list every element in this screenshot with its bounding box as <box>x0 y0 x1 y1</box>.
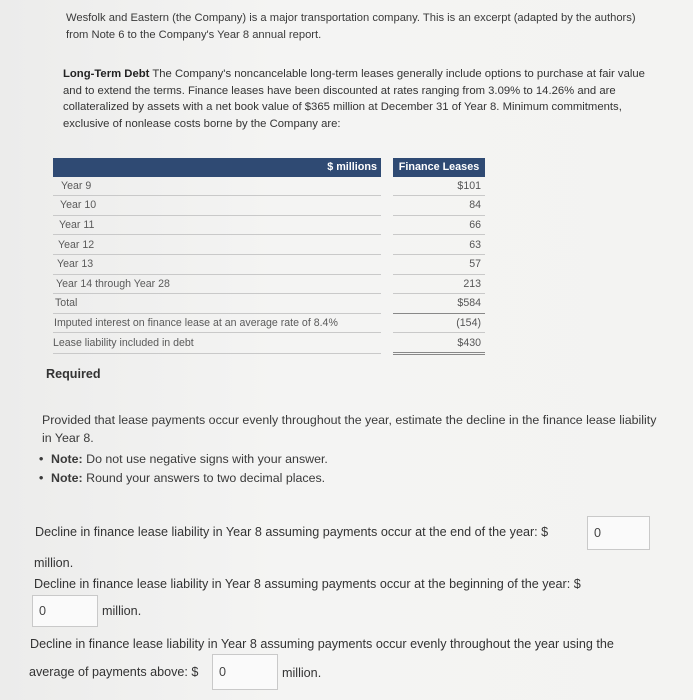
row-value: 84 <box>393 196 485 216</box>
row-label: Imputed interest on finance lease at an average rate of 8.4% <box>53 313 381 333</box>
finance-leases-table <box>53 158 485 355</box>
question-prompt: Provided that lease payments occur evenly throughout the year, estimate the decline in the finance lease liability in Year 8. <box>42 413 657 445</box>
row-label: Year 11 <box>53 215 381 235</box>
question-3-text: Decline in finance lease liability in Year 8 assuming payments occur evenly throughout the year using the <box>30 637 614 651</box>
answer-3-input[interactable]: 0 <box>212 654 278 690</box>
question-1-text: Decline in finance lease liability in Year 8 assuming payments occur at the end of the year: $ <box>35 525 549 539</box>
row-value: $430 <box>393 333 485 354</box>
table-row-imputed-interest <box>53 313 485 333</box>
question-3-suffix: million. <box>282 666 322 680</box>
table-row <box>53 215 485 235</box>
table-row <box>53 177 485 196</box>
question-3-text-line2: average of payments above: $ <box>29 665 199 679</box>
table-row-total <box>53 294 485 314</box>
row-value: $101 <box>393 177 485 196</box>
answer-1-input[interactable]: 0 <box>587 516 650 550</box>
row-label: Total <box>53 294 381 314</box>
row-value: (154) <box>393 313 485 333</box>
table-row <box>53 254 485 274</box>
row-value: $584 <box>393 294 485 314</box>
table-row <box>53 196 485 216</box>
bullet-icon: • <box>39 471 44 485</box>
long-term-debt-paragraph <box>63 66 658 132</box>
table-row <box>53 235 485 255</box>
notes-list <box>39 450 328 488</box>
note-item: • Note: Do not use negative signs with your answer. <box>39 450 328 469</box>
bullet-icon: • <box>39 452 44 466</box>
row-label: Year 12 <box>53 235 381 255</box>
table-header-finance-leases: Finance Leases <box>393 158 485 177</box>
table-header-row <box>53 158 485 177</box>
table-row <box>53 274 485 294</box>
question-2-suffix: million. <box>102 604 142 618</box>
table-header-millions: $ millions <box>53 158 381 177</box>
row-label: Year 9 <box>53 177 381 196</box>
row-value: 213 <box>393 274 485 294</box>
row-label: Year 14 through Year 28 <box>53 274 381 294</box>
answer-2-input[interactable]: 0 <box>32 595 98 627</box>
table-row-lease-liability <box>53 333 485 354</box>
row-value: 63 <box>393 235 485 255</box>
long-term-debt-heading: Long-Term Debt <box>63 68 150 80</box>
row-value: 57 <box>393 254 485 274</box>
question-2-text: Decline in finance lease liability in Year 8 assuming payments occur at the beginning of the year: $ <box>34 577 581 591</box>
row-label: Lease liability included in debt <box>53 333 381 354</box>
note-item: • Note: Round your answers to two decimal places. <box>39 469 328 488</box>
required-heading: Required <box>46 367 101 381</box>
long-term-debt-body: The Company's noncancelable long-term leases generally include options to purchase at fair value and to extend the terms. Finance leases have been discounted at rates ranging from 3.09% to 14.26% and are collateralized by assets with a net book value of $365 million at December 31 of Year 8. Minimum commitments, exclusive of nonlease costs borne by the Company are: <box>63 68 645 130</box>
row-value: 66 <box>393 215 485 235</box>
row-label: Year 13 <box>53 254 381 274</box>
question-1-suffix: million. <box>34 556 74 570</box>
intro-paragraph: Wesfolk and Eastern (the Company) is a major transportation company. This is an excerpt (adapted by the authors) from Note 6 to the Company's Year 8 annual report. <box>66 12 636 41</box>
row-label: Year 10 <box>53 196 381 216</box>
